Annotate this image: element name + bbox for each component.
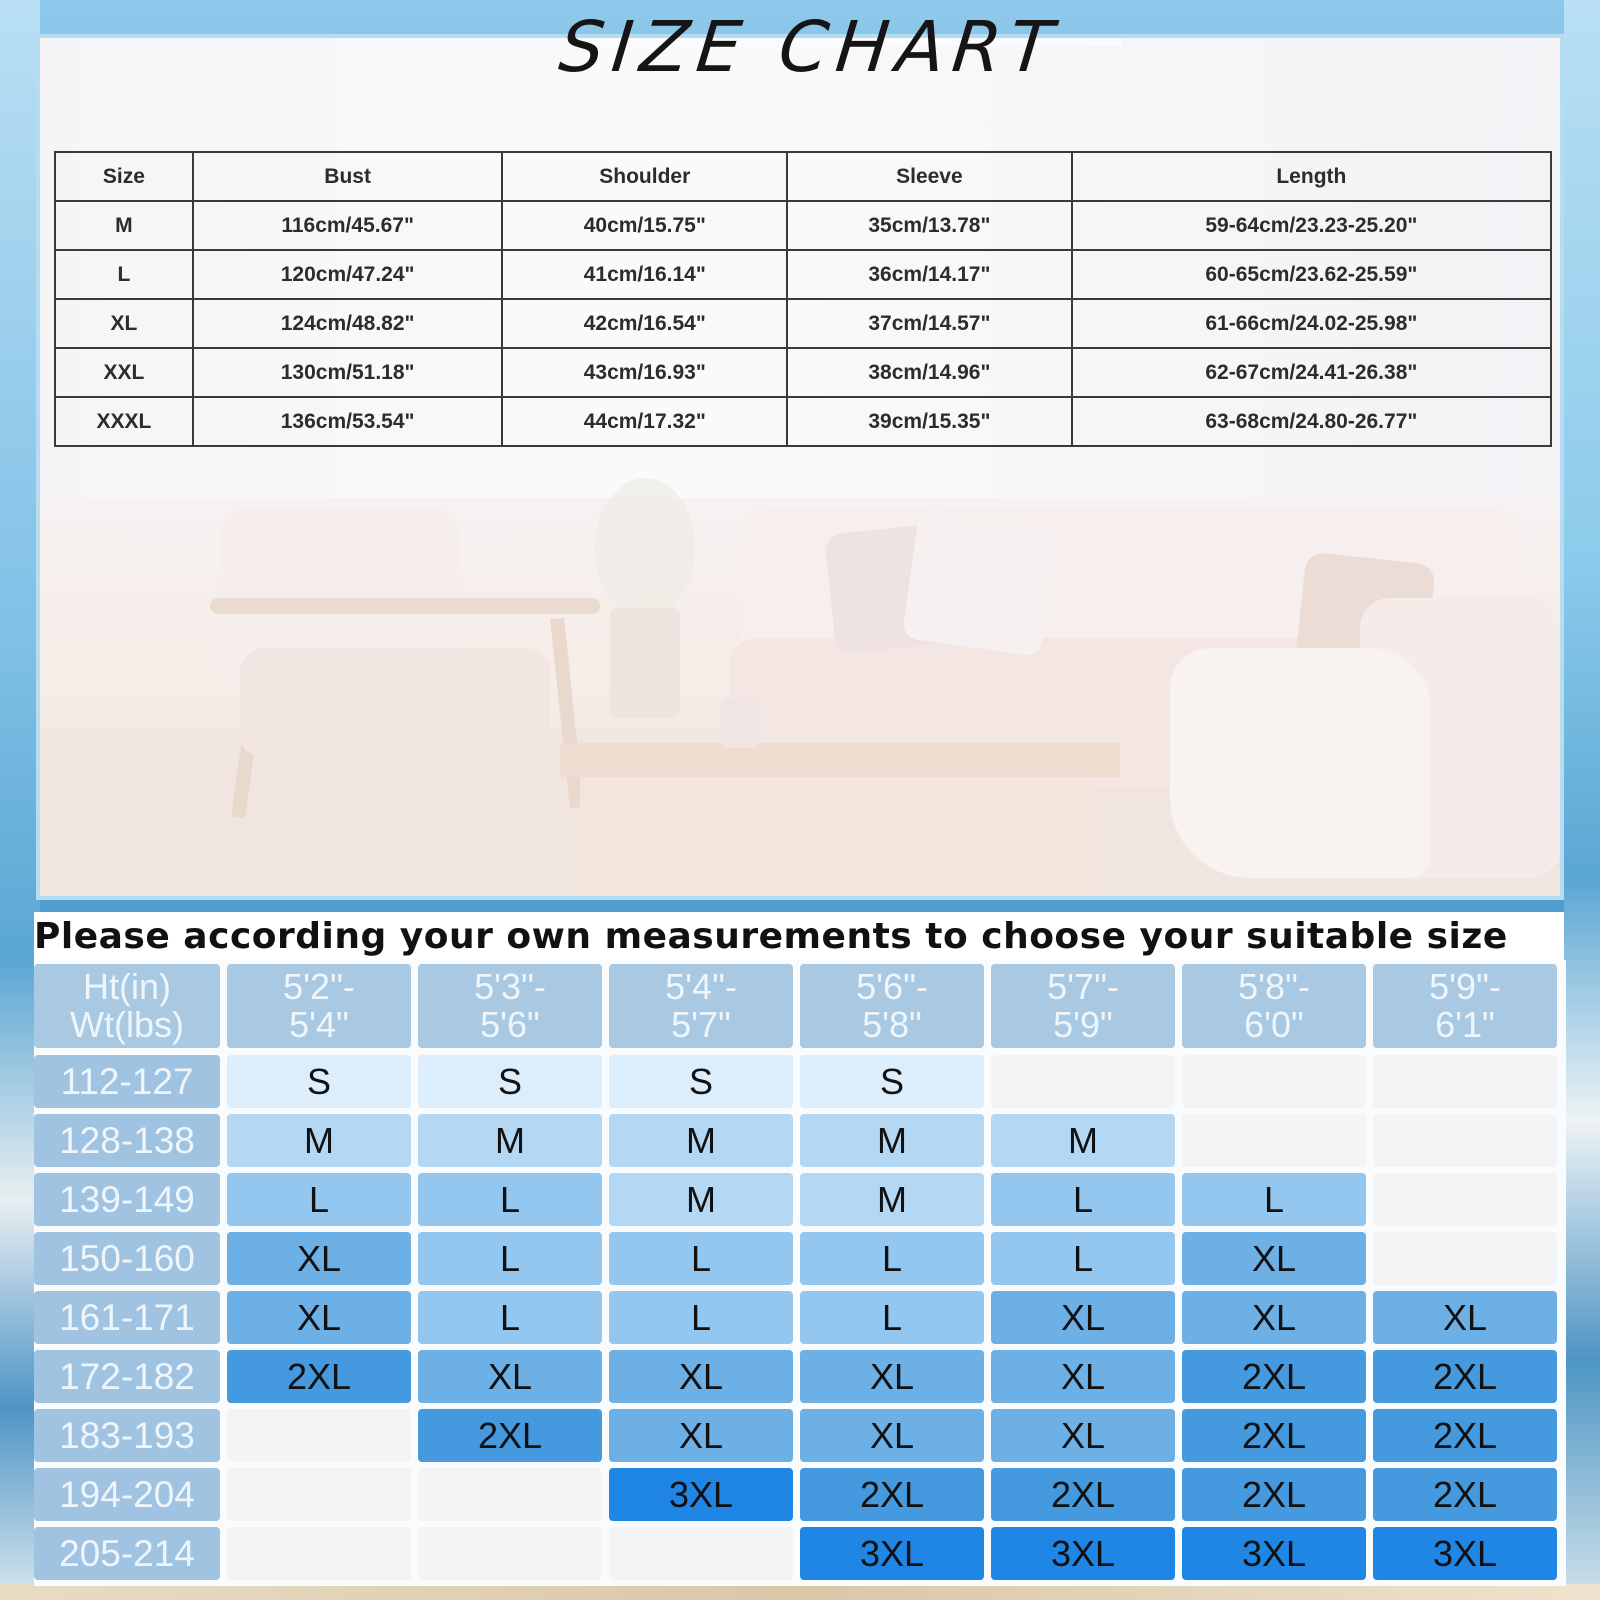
header-length: Length xyxy=(1072,152,1551,201)
measurement-row xyxy=(55,250,1551,299)
coffee-table-top xyxy=(560,743,1120,777)
weight-label: 183-193 xyxy=(34,1409,220,1462)
height-header xyxy=(1373,964,1557,1048)
height-range-end: 5'6" xyxy=(480,1004,540,1045)
instruction-text: Please according your own measurements to choose your suitable size xyxy=(34,912,1564,962)
beach-edge-right xyxy=(1564,0,1600,1600)
height-range-start: 5'3"- xyxy=(474,966,546,1007)
empty-cell xyxy=(1373,1055,1557,1108)
measurement-cell: 60-65cm/23.62-25.59" xyxy=(1072,250,1551,299)
size-recommendation-cell: M xyxy=(227,1114,411,1167)
empty-cell xyxy=(227,1527,411,1580)
size-recommendation-cell: 2XL xyxy=(800,1468,984,1521)
measurement-row xyxy=(55,397,1551,446)
measurement-table xyxy=(54,151,1552,447)
size-cell: M xyxy=(55,201,193,250)
measurement-row xyxy=(55,299,1551,348)
measurement-cell: 42cm/16.54" xyxy=(502,299,787,348)
flower-vase xyxy=(720,698,760,748)
empty-cell xyxy=(1373,1114,1557,1167)
size-recommendation-cell: L xyxy=(418,1173,602,1226)
measurement-row xyxy=(55,201,1551,250)
size-recommendation-cell: M xyxy=(418,1114,602,1167)
size-recommendation-cell: L xyxy=(227,1173,411,1226)
size-recommendation-cell: XL xyxy=(991,1291,1175,1344)
height-range-start: 5'2"- xyxy=(283,966,355,1007)
height-range-start: 5'9"- xyxy=(1429,966,1501,1007)
header-bust: Bust xyxy=(193,152,503,201)
empty-cell xyxy=(227,1409,411,1462)
size-recommendation-cell: L xyxy=(800,1291,984,1344)
height-header xyxy=(227,964,411,1048)
weight-label: 139-149 xyxy=(34,1173,220,1226)
empty-cell xyxy=(609,1527,793,1580)
height-range-end: 5'7" xyxy=(671,1004,731,1045)
weight-label: 205-214 xyxy=(34,1527,220,1580)
measurement-cell: 41cm/16.14" xyxy=(502,250,787,299)
measurement-row xyxy=(55,348,1551,397)
coffee-table-body xyxy=(580,777,1090,900)
weight-label: 194-204 xyxy=(34,1468,220,1521)
height-range-start: 5'4"- xyxy=(665,966,737,1007)
size-recommendation-cell: L xyxy=(1182,1173,1366,1226)
measurement-cell: 62-67cm/24.41-26.38" xyxy=(1072,348,1551,397)
header-size: Size xyxy=(55,152,193,201)
height-header xyxy=(418,964,602,1048)
size-recommendation-cell: M xyxy=(991,1114,1175,1167)
measurement-cell: 38cm/14.96" xyxy=(787,348,1072,397)
size-guide-grid xyxy=(34,960,1566,1586)
size-recommendation-cell: XL xyxy=(1182,1232,1366,1285)
measurement-panel xyxy=(36,34,1564,900)
size-recommendation-cell: XL xyxy=(991,1350,1175,1403)
empty-cell xyxy=(418,1468,602,1521)
height-range-end: 5'8" xyxy=(862,1004,922,1045)
measurement-cell: 124cm/48.82" xyxy=(193,299,503,348)
height-axis-label: Ht(in) xyxy=(83,966,171,1007)
throw-blanket xyxy=(1170,648,1430,878)
empty-cell xyxy=(991,1055,1175,1108)
empty-cell xyxy=(418,1527,602,1580)
weight-label: 112-127 xyxy=(34,1055,220,1108)
weight-label: 161-171 xyxy=(34,1291,220,1344)
size-recommendation-cell: L xyxy=(991,1232,1175,1285)
measurement-cell: 63-68cm/24.80-26.77" xyxy=(1072,397,1551,446)
height-range-end: 5'4" xyxy=(289,1004,349,1045)
height-range-start: 5'7"- xyxy=(1047,966,1119,1007)
height-range-start: 5'8"- xyxy=(1238,966,1310,1007)
measurement-cell: 43cm/16.93" xyxy=(502,348,787,397)
header-sleeve: Sleeve xyxy=(787,152,1072,201)
size-recommendation-cell: 2XL xyxy=(227,1350,411,1403)
header-shoulder: Shoulder xyxy=(502,152,787,201)
size-recommendation-cell: 3XL xyxy=(1373,1527,1557,1580)
size-recommendation-cell: 2XL xyxy=(1373,1409,1557,1462)
size-recommendation-cell: S xyxy=(418,1055,602,1108)
measurement-cell: 120cm/47.24" xyxy=(193,250,503,299)
size-recommendation-cell: XL xyxy=(227,1291,411,1344)
size-recommendation-cell: S xyxy=(227,1055,411,1108)
size-recommendation-cell: S xyxy=(609,1055,793,1108)
plant-pot xyxy=(610,608,680,718)
height-range-end: 6'0" xyxy=(1244,1004,1304,1045)
size-recommendation-cell: 3XL xyxy=(1182,1527,1366,1580)
size-recommendation-cell: 2XL xyxy=(991,1468,1175,1521)
size-recommendation-cell: XL xyxy=(418,1350,602,1403)
size-recommendation-cell: L xyxy=(418,1291,602,1344)
size-recommendation-cell: XL xyxy=(1373,1291,1557,1344)
measurement-cell: 39cm/15.35" xyxy=(787,397,1072,446)
size-recommendation-cell: XL xyxy=(1182,1291,1366,1344)
size-recommendation-cell: XL xyxy=(227,1232,411,1285)
weight-label: 128-138 xyxy=(34,1114,220,1167)
size-recommendation-cell: S xyxy=(800,1055,984,1108)
measurement-cell: 37cm/14.57" xyxy=(787,299,1072,348)
size-cell: XXXL xyxy=(55,397,193,446)
height-header xyxy=(609,964,793,1048)
size-recommendation-cell: M xyxy=(800,1114,984,1167)
size-recommendation-cell: 3XL xyxy=(609,1468,793,1521)
height-range-end: 6'1" xyxy=(1435,1004,1495,1045)
sofa-pillow xyxy=(902,509,1059,657)
size-cell: XL xyxy=(55,299,193,348)
weight-label: 172-182 xyxy=(34,1350,220,1403)
height-header xyxy=(991,964,1175,1048)
measurement-cell: 36cm/14.17" xyxy=(787,250,1072,299)
size-cell: XXL xyxy=(55,348,193,397)
size-recommendation-cell: M xyxy=(800,1173,984,1226)
measurement-cell: 61-66cm/24.02-25.98" xyxy=(1072,299,1551,348)
height-header xyxy=(1182,964,1366,1048)
empty-cell xyxy=(1373,1173,1557,1226)
measurement-header-row xyxy=(55,152,1551,201)
measurement-cell: 40cm/15.75" xyxy=(502,201,787,250)
empty-cell xyxy=(1182,1114,1366,1167)
size-recommendation-cell: L xyxy=(609,1232,793,1285)
sand-edge-bottom xyxy=(0,1584,1600,1600)
measurement-cell: 116cm/45.67" xyxy=(193,201,503,250)
measurement-cell: 35cm/13.78" xyxy=(787,201,1072,250)
size-recommendation-cell: 2XL xyxy=(418,1409,602,1462)
size-recommendation-cell: 3XL xyxy=(991,1527,1175,1580)
size-recommendation-cell: L xyxy=(418,1232,602,1285)
size-recommendation-cell: L xyxy=(609,1291,793,1344)
size-recommendation-cell: 2XL xyxy=(1182,1350,1366,1403)
measurement-cell: 130cm/51.18" xyxy=(193,348,503,397)
size-cell: L xyxy=(55,250,193,299)
size-recommendation-cell: XL xyxy=(991,1409,1175,1462)
size-recommendation-cell: XL xyxy=(800,1409,984,1462)
size-recommendation-cell: 2XL xyxy=(1182,1409,1366,1462)
weight-axis-label: Wt(lbs) xyxy=(70,1004,184,1045)
height-range-end: 5'9" xyxy=(1053,1004,1113,1045)
size-recommendation-cell: XL xyxy=(800,1350,984,1403)
empty-cell xyxy=(227,1468,411,1521)
empty-cell xyxy=(1373,1232,1557,1285)
size-recommendation-cell: XL xyxy=(609,1350,793,1403)
plant-leaves xyxy=(595,478,695,618)
measurement-cell: 136cm/53.54" xyxy=(193,397,503,446)
weight-label: 150-160 xyxy=(34,1232,220,1285)
size-recommendation-cell: 2XL xyxy=(1182,1468,1366,1521)
size-recommendation-cell: 2XL xyxy=(1373,1350,1557,1403)
size-recommendation-cell: L xyxy=(800,1232,984,1285)
page-title: SIZE CHART xyxy=(555,6,1065,88)
height-range-start: 5'6"- xyxy=(856,966,928,1007)
size-recommendation-cell: XL xyxy=(609,1409,793,1462)
armchair-seat xyxy=(240,648,550,758)
corner-header xyxy=(34,964,220,1048)
measurement-cell: 59-64cm/23.23-25.20" xyxy=(1072,201,1551,250)
size-guide-panel xyxy=(34,960,1566,1586)
size-recommendation-cell: M xyxy=(609,1114,793,1167)
armchair-arm xyxy=(210,598,600,614)
size-recommendation-cell: L xyxy=(991,1173,1175,1226)
size-recommendation-cell: M xyxy=(609,1173,793,1226)
height-header xyxy=(800,964,984,1048)
measurement-cell: 44cm/17.32" xyxy=(502,397,787,446)
size-recommendation-cell: 3XL xyxy=(800,1527,984,1580)
empty-cell xyxy=(1182,1055,1366,1108)
size-recommendation-cell: 2XL xyxy=(1373,1468,1557,1521)
